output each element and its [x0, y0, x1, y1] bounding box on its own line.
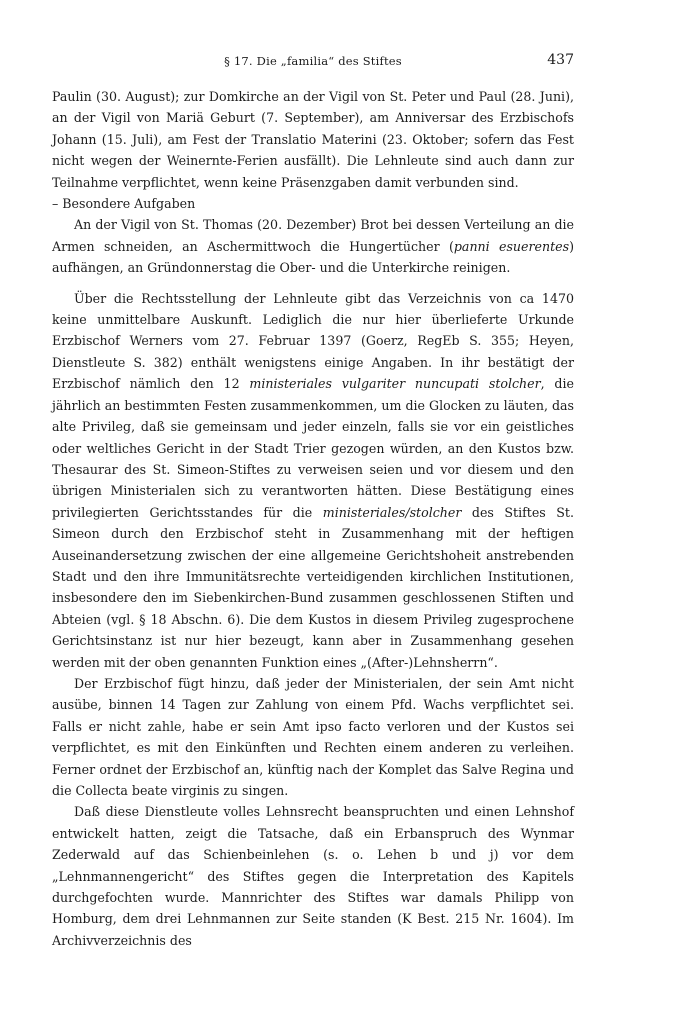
paragraph-1: Paulin (30. August); zur Domkirche an der Vigil von St. Peter und Paul (28. Juni), an der Vigil von Mariä Geburt (7. September), am Anniversar des Erzbischofs Johann (15. Juli), am Fest der Translatio Materini (23. Oktober; sofern das Fest nicht wegen der Weinernte-Ferien ausfällt). Die Lehnleute sind auch dann zur Teilnahme verpflichtet, wenn keine Präsenzgaben damit verbunden sind.: [52, 89, 574, 190]
paragraph-2: [52, 214, 574, 278]
running-title: § 17. Die „familia“ des Stiftes: [224, 54, 402, 68]
latin-term: panni esuerentes: [453, 238, 570, 254]
paragraph-3-text-b: , die jährlich an bestimmten Festen zusammenkommen, um die Glocken zu läuten, das alte Privileg, daß sie gemeinsam und jeder einzeln, falls sie vor ein geistliches oder weltliches Gericht in der Stadt Trier gezogen würden, an den Kustos bzw. Thesaurar des St. Simeon-Stiftes zu verweisen seien und vor diesem und den übrigen Ministerialen sich zu verantworten hätten. Diese Bestätigung eines privilegierten Gerichtsstandes für die: [52, 376, 574, 520]
page-header: [52, 52, 574, 72]
paragraph-gap: [52, 279, 574, 288]
paragraph-3: [52, 288, 574, 673]
list-heading: – Besondere Aufgaben: [52, 196, 196, 212]
paragraph-2-text-b: ) aufhängen, an Gründonnerstag die Ober- und die Unterkirche reinigen.: [52, 238, 574, 276]
paragraph-3-text-a: Über die Rechtsstellung der Lehnleute gibt das Verzeichnis von ca 1470 keine unmittelbare Auskunft. Lediglich die nur hier überlieferte Urkunde Erzbischof Werners vom 27. Februar 1397 (Goerz, RegEb S. 355; Heyen, Dienstleute S. 382) enthält wenigstens einige Angaben. In ihr bestätigt der Erzbischof nämlich den 12: [52, 290, 574, 392]
paragraph-2-text-a: An der Vigil von St. Thomas (20. Dezember) Brot bei dessen Verteilung an die Armen schneiden, an Aschermittwoch die Hungertücher (: [52, 217, 574, 254]
body-text: [52, 86, 574, 951]
latin-term-1: ministeriales vulgariter nuncupati stolcher: [249, 376, 541, 392]
page-number: 437: [547, 52, 574, 68]
paragraph-5: Daß diese Dienstleute volles Lehnsrecht beanspruchten und einen Lehnshof entwickelt hatten, zeigt die Tatsache, daß ein Erbanspruch des Wynmar Zederwald auf das Schienbeinlehen (s. o. Lehen b und j) vor dem „Lehnmannengericht“ des Stiftes gegen die Interpretation des Kapitels durchgefochten wurde. Mannrichter des Stiftes war damals Philipp von Homburg, dem drei Lehnmannen zur Seite standen (K Best. 215 Nr. 1604). Im Archivverzeichnis des: [52, 804, 574, 948]
paragraph-3-text-c: des Stiftes St. Simeon durch den Erzbischof steht in Zusammenhang mit der heftigen Auseinandersetzung zwischen der eine allgemeine Gerichtshoheit anstrebenden Stadt und den ihre Immunitätsrechte verteidigenden kirchlichen Institutionen, insbesondere den im Siebenkirchen-Bund zusammen geschlossenen Stiften und Abteien (vgl. § 18 Abschn. 6). Die dem Kustos in diesem Privileg zugesprochene Gerichtsinstanz ist nur hier bezeugt, kann aber in Zusammenhang gesehen werden mit der oben genannten Funktion eines „(After-)Lehnsherrn“.: [52, 504, 574, 670]
paragraph-4: Der Erzbischof fügt hinzu, daß jeder der Ministerialen, der sein Amt nicht ausübe, binnen 14 Tagen zur Zahlung von einem Pfd. Wachs verpflichtet sei. Falls er nicht zahle, habe er sein Amt ipso facto verloren und der Kustos sei verpflichtet, es mit den Einkünften und Rechten einem anderen zu verleihen. Ferner ordnet der Erzbischof an, künftig nach der Komplet das Salve Regina und die Collecta beate virginis zu singen.: [52, 675, 574, 798]
latin-term-2: ministeriales/stolcher: [322, 504, 462, 520]
